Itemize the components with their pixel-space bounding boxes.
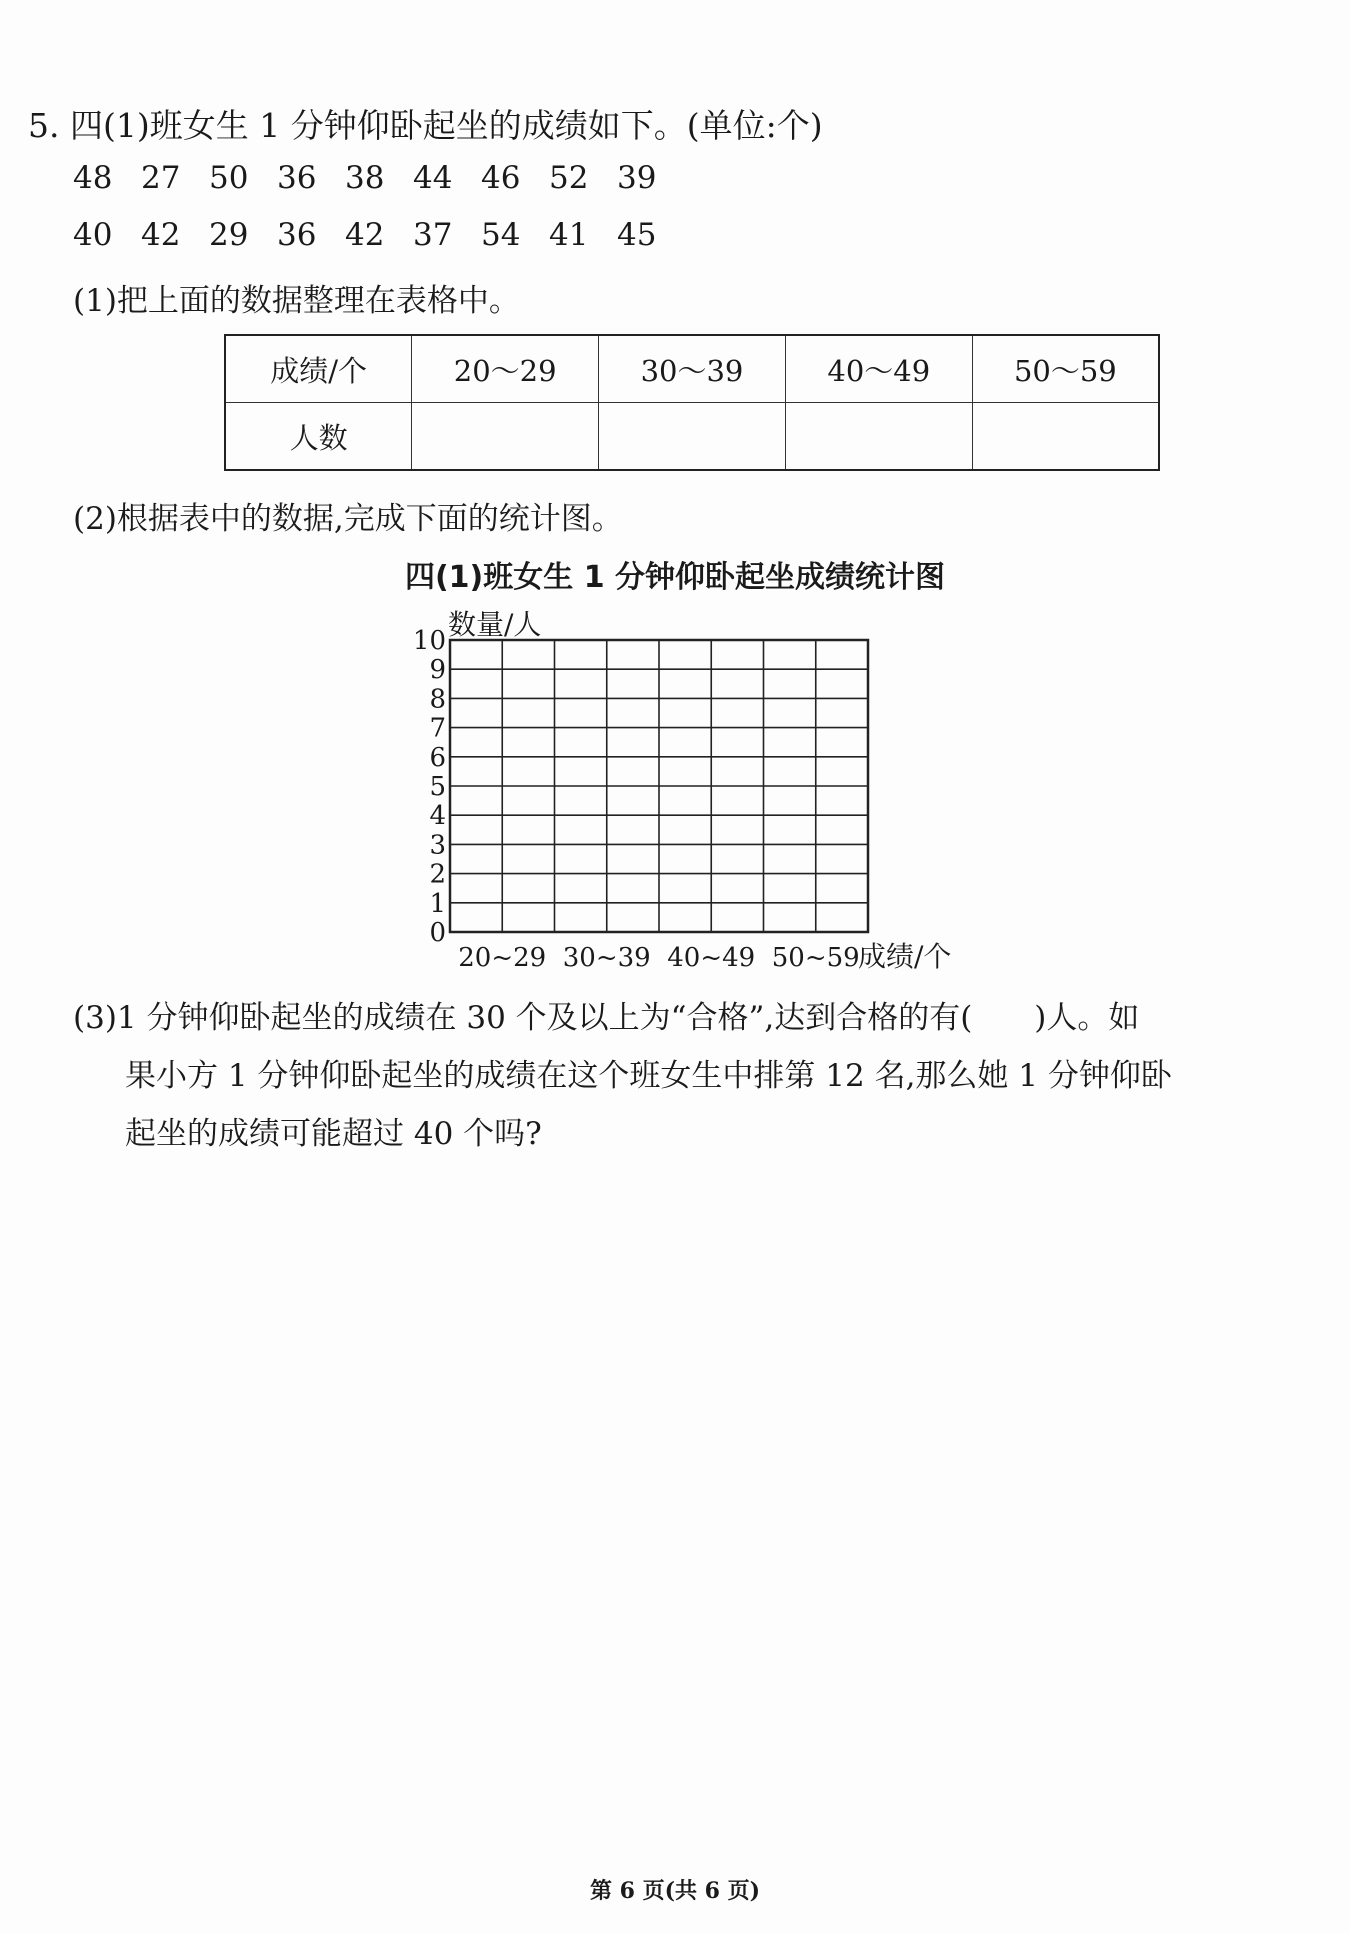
y-tick-label: 1 (429, 888, 446, 919)
part-3-line-1: (3)1 分钟仰卧起坐的成绩在 30 个及以上为“合格”,达到合格的有( )人。如 (73, 1000, 1140, 1036)
data-value: 44 (413, 160, 453, 196)
data-value: 36 (277, 160, 317, 196)
table-range: 40～49 (785, 335, 972, 403)
part-3-line-2: 果小方 1 分钟仰卧起坐的成绩在这个班女生中排第 12 名,那么她 1 分钟仰卧 (125, 1058, 1172, 1094)
y-tick-label: 6 (429, 742, 446, 773)
data-value: 52 (549, 160, 589, 196)
data-value: 45 (617, 217, 657, 253)
x-tick-label: 20~29 (458, 943, 547, 973)
table-range: 50～59 (972, 335, 1159, 403)
y-tick-label: 7 (429, 713, 446, 744)
data-value: 38 (345, 160, 385, 196)
data-value: 39 (617, 160, 657, 196)
y-axis-label: 数量/人 (448, 608, 542, 641)
y-tick-label: 2 (429, 859, 446, 890)
part-3-line-3: 起坐的成绩可能超过 40 个吗? (125, 1116, 542, 1152)
part-1-instruction: (1)把上面的数据整理在表格中。 (73, 283, 520, 319)
data-value: 40 (73, 217, 113, 253)
y-tick-label: 4 (429, 801, 446, 832)
data-value: 50 (209, 160, 249, 196)
x-axis-label: 成绩/个 (858, 940, 952, 973)
question-title: 5. 四(1)班女生 1 分钟仰卧起坐的成绩如下。(单位:个) (28, 106, 823, 145)
data-value: 48 (73, 160, 113, 196)
y-tick-label: 10 (412, 626, 446, 656)
data-value: 54 (481, 217, 521, 253)
part-2-instruction: (2)根据表中的数据,完成下面的统计图。 (73, 501, 623, 537)
data-value: 37 (413, 217, 453, 253)
data-value: 29 (209, 217, 249, 253)
x-tick-label: 30~39 (562, 943, 651, 973)
table-header-label: 成绩/个 (225, 335, 412, 403)
data-value: 42 (141, 217, 181, 253)
table-row-label: 人数 (225, 403, 412, 471)
data-value: 42 (345, 217, 385, 253)
y-tick-label: 5 (429, 772, 446, 802)
data-value: 36 (277, 217, 317, 253)
y-tick-label: 9 (429, 655, 446, 686)
y-tick-label: 8 (429, 684, 446, 715)
y-tick-label: 0 (429, 918, 446, 948)
data-value: 46 (481, 160, 521, 196)
x-tick-label: 40~49 (667, 943, 756, 973)
x-tick-label: 50~59 (771, 943, 860, 973)
table-range: 30～39 (599, 335, 786, 403)
page-footer: 第 6 页(共 6 页) (589, 1878, 761, 1904)
data-value: 27 (141, 160, 181, 196)
table-range: 20～29 (412, 335, 599, 403)
y-tick-label: 3 (429, 830, 446, 861)
data-value: 41 (549, 217, 589, 253)
chart-title: 四(1)班女生 1 分钟仰卧起坐成绩统计图 (404, 560, 946, 595)
